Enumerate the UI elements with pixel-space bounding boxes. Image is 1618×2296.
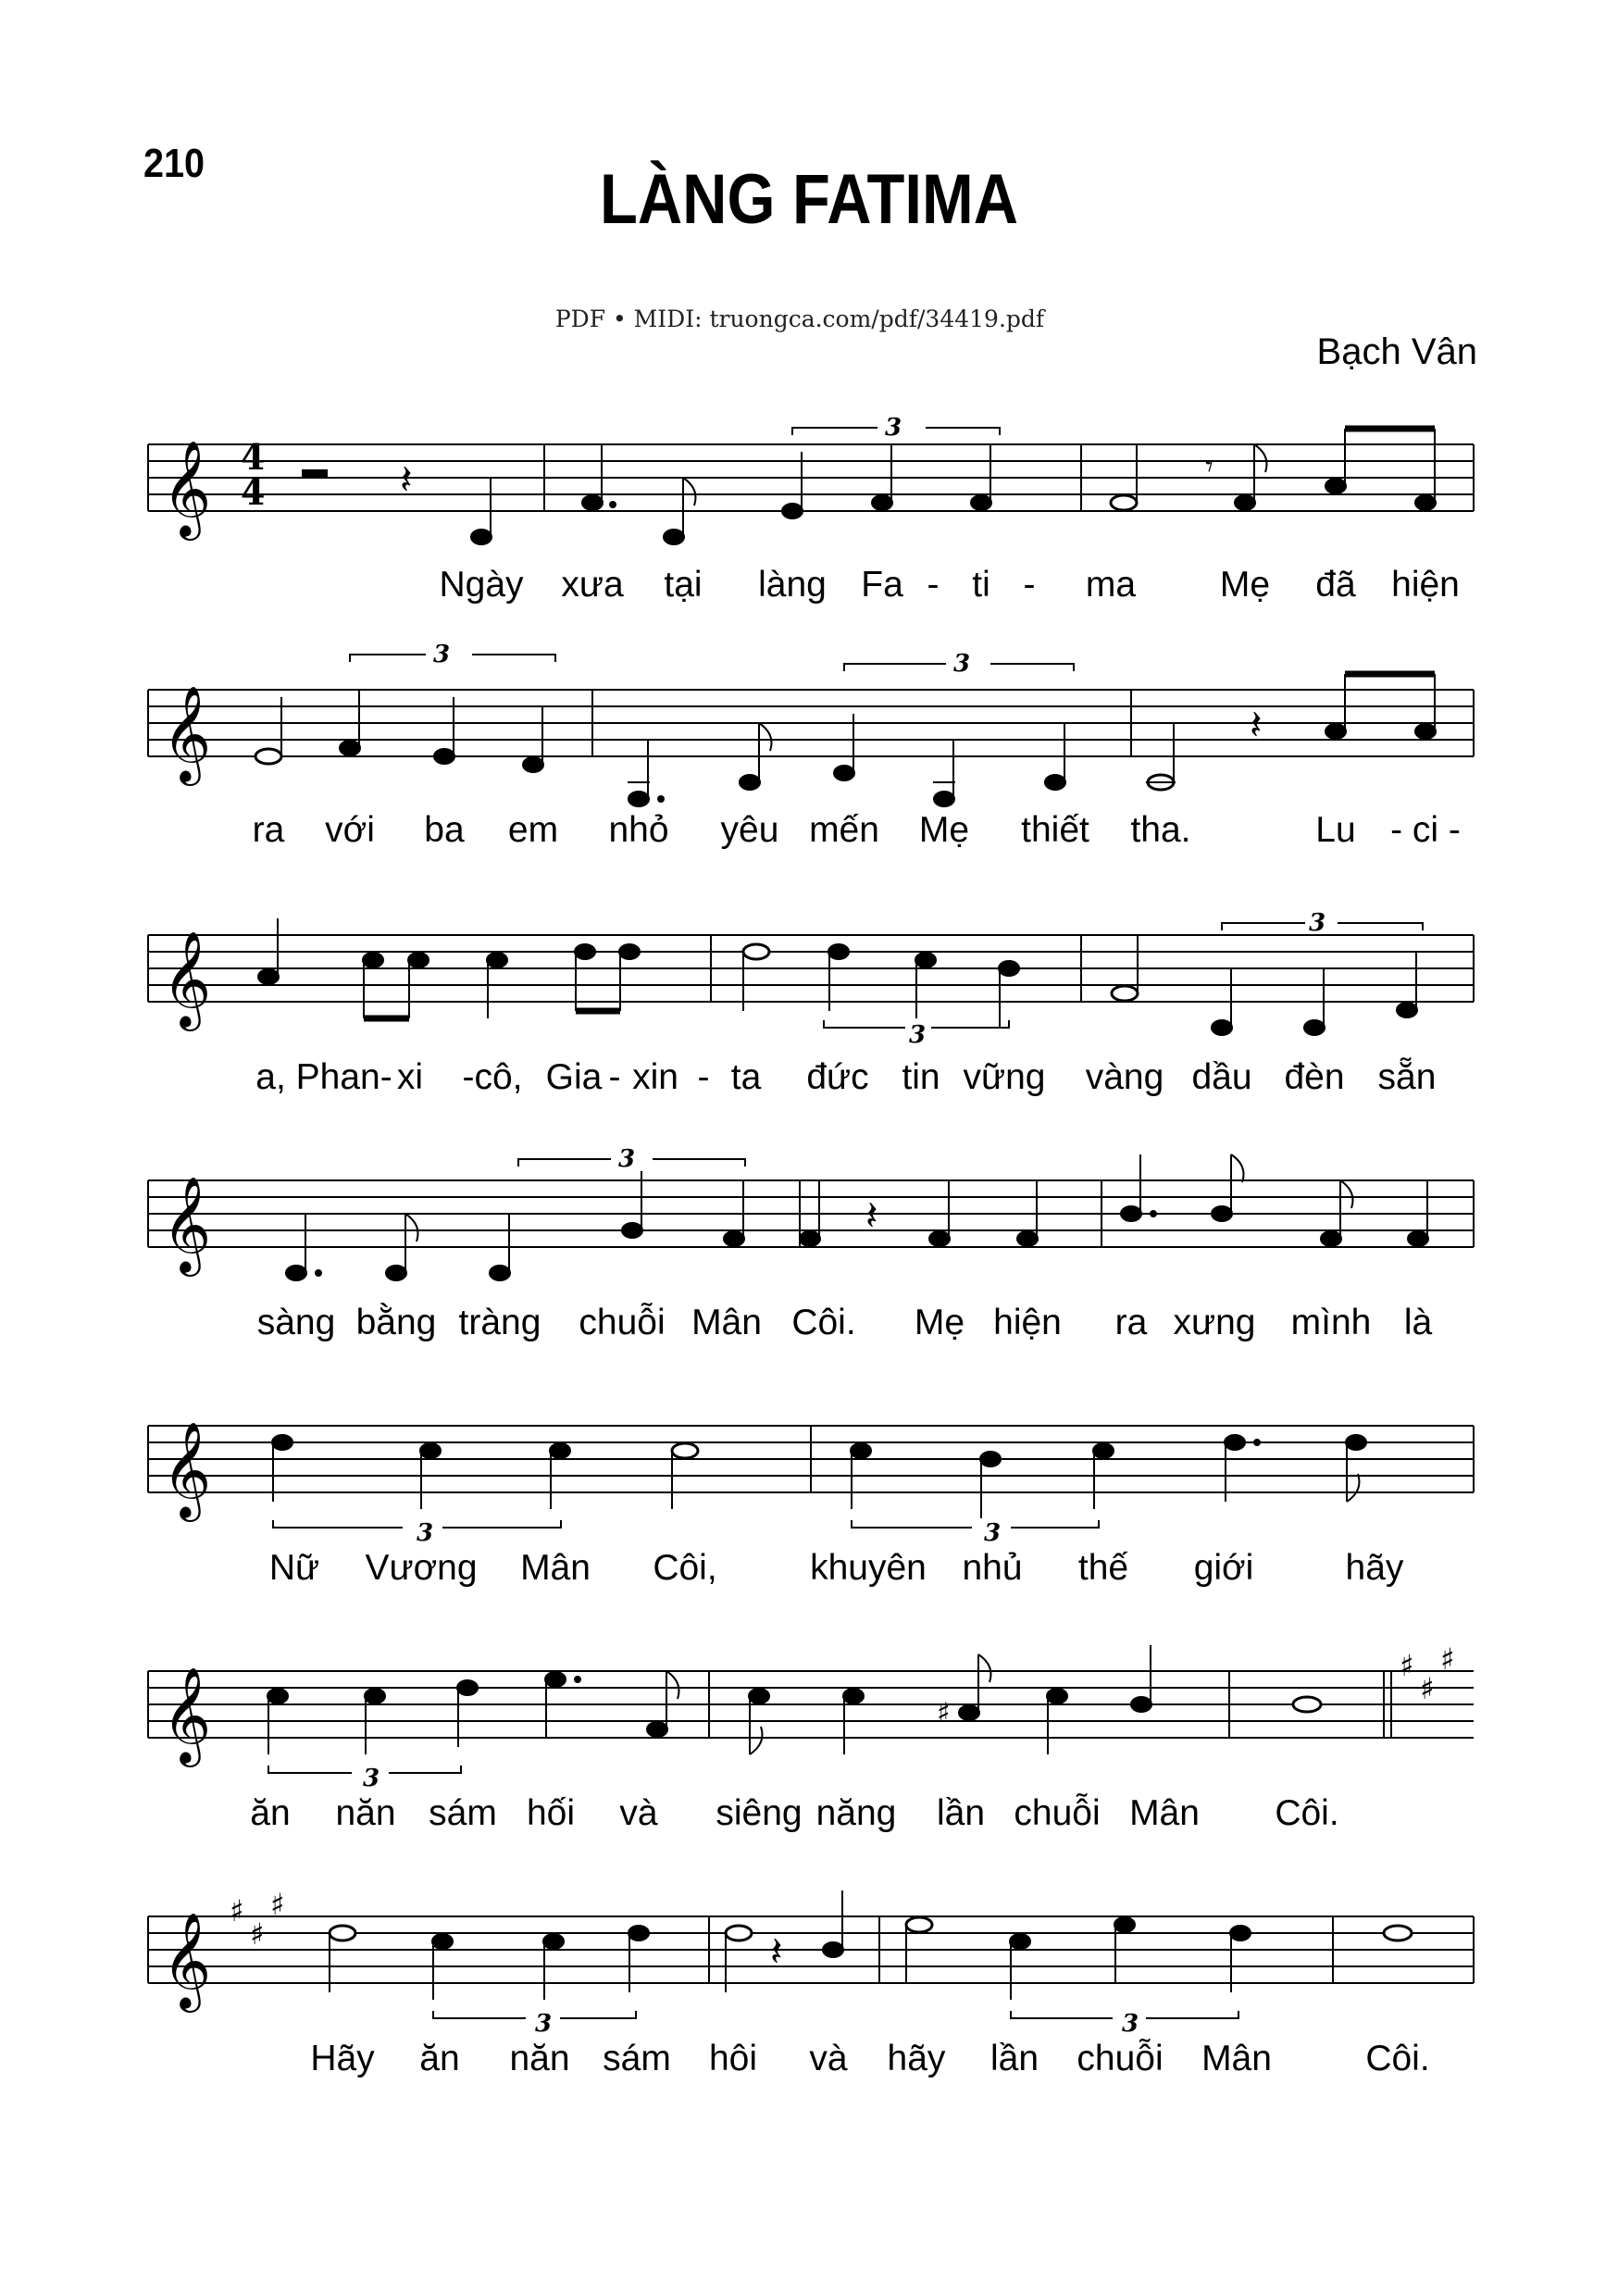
source-link[interactable]: PDF • MIDI: truongca.com/pdf/34419.pdf (554, 306, 1045, 332)
lyric: em (507, 810, 559, 850)
lyric: năn (509, 2039, 570, 2078)
lyric: ăn (250, 1793, 291, 1833)
lyric: Mân (691, 1303, 762, 1342)
quarter-rest-icon: 𝄽 (770, 1928, 783, 1976)
tuplet-number: 3 (433, 641, 451, 668)
lyric: đã (1315, 565, 1356, 605)
lyric: a, Phan- (255, 1057, 392, 1097)
lyric: lần (989, 2039, 1039, 2078)
lyric: thiết (1021, 810, 1089, 850)
tuplet-number: 3 (984, 1519, 1002, 1547)
key-signature-sharp-icon: ♯ (270, 1887, 285, 1922)
key-signature-sharp-icon: ♯ (1420, 1671, 1435, 1706)
lyric: sám (603, 2039, 671, 2078)
lyric: yêu (720, 810, 779, 850)
quarter-rest-icon: 𝄽 (1250, 702, 1263, 749)
time-signature-bottom: 4 (241, 471, 266, 513)
lyric: chuỗi (579, 1303, 666, 1342)
lyric: Lu (1315, 810, 1356, 850)
lyric: với (325, 810, 375, 850)
treble-clef-icon: 𝄞 (162, 930, 212, 1028)
lyric: làng (758, 565, 827, 605)
lyric: ra (252, 810, 285, 850)
lyric: Mân (520, 1548, 591, 1588)
lyric: Mân (1129, 1793, 1200, 1833)
song-title: LÀNG FATIMA (599, 160, 1018, 239)
tuplet-number: 3 (535, 2010, 553, 2038)
lyric: và (619, 1793, 658, 1833)
lyric: nhỏ (608, 810, 669, 850)
tuplet-number: 3 (909, 1021, 927, 1049)
lyric: chuỗi (1014, 1793, 1101, 1833)
lyric: - (927, 565, 940, 605)
lyric: - (697, 1057, 710, 1097)
lyric: vàng (1085, 1057, 1164, 1097)
lyric: ra (1114, 1303, 1148, 1342)
lyric: năn (335, 1793, 396, 1833)
lyric: lần (936, 1793, 986, 1833)
lyric: đèn (1284, 1057, 1345, 1097)
composer-name: Bạch Vân (1316, 331, 1477, 372)
lyric: Côi. (1365, 2039, 1430, 2078)
lyric: Côi, (653, 1548, 717, 1588)
lyric: tràng (458, 1303, 541, 1342)
staff-system-7 (0, 1472, 1618, 2078)
lyric: - ci - (1390, 810, 1461, 850)
lyric: xin (632, 1057, 678, 1097)
tuplet-number: 3 (618, 1145, 636, 1173)
lyric: tại (664, 565, 703, 605)
lyric: đức (806, 1057, 869, 1097)
lyric: Gia (545, 1057, 603, 1097)
lyric: khuyên (810, 1548, 927, 1588)
key-signature-sharp-icon: ♯ (1400, 1648, 1414, 1683)
lyric: Côi. (1275, 1793, 1339, 1833)
lyric: bằng (355, 1303, 437, 1342)
lyric: hiện (993, 1303, 1062, 1342)
staff-system-7-notation (0, 1472, 1618, 2038)
lyric: xưng (1173, 1303, 1256, 1342)
lyric: thế (1077, 1548, 1129, 1588)
lyric: Mẹ (1219, 565, 1271, 605)
lyric: và (809, 2039, 848, 2078)
lyric: là (1403, 1303, 1433, 1342)
lyric: hãy (1345, 1548, 1404, 1588)
treble-clef-icon: 𝄞 (162, 1421, 212, 1518)
lyric: Mẹ (914, 1303, 965, 1342)
key-signature-sharp-icon: ♯ (230, 1893, 244, 1928)
quarter-rest-icon: 𝄽 (400, 456, 413, 504)
lyric: ăn (419, 2039, 460, 2078)
lyric: Fa (861, 565, 903, 605)
treble-clef-icon: 𝄞 (162, 1666, 212, 1764)
lyric: sàng (256, 1303, 336, 1342)
lyric: Vương (365, 1548, 478, 1588)
lyric: xi (396, 1057, 424, 1097)
tuplet-number: 3 (885, 414, 902, 442)
key-signature-sharp-icon: ♯ (250, 1916, 265, 1952)
page-number: 210 (143, 141, 205, 186)
lyric: Hãy (310, 2039, 375, 2078)
lyric: hối (526, 1793, 576, 1833)
sharp-accidental-icon: ♯ (937, 1697, 951, 1729)
lyric: hôi (708, 2039, 758, 2078)
lyric: sám (429, 1793, 497, 1833)
treble-clef-icon: 𝄞 (162, 685, 212, 782)
lyric: ba (424, 810, 465, 850)
lyric: năng (815, 1793, 897, 1833)
lyric: -cô, (462, 1057, 523, 1097)
lyric: nhủ (962, 1548, 1023, 1588)
lyric: - (1023, 565, 1036, 605)
lyric: Ngày (439, 565, 524, 605)
lyric: vững (963, 1057, 1046, 1097)
lyric: xưa (561, 565, 624, 605)
quarter-rest-icon: 𝄽 (865, 1192, 878, 1240)
tuplet-number: 3 (1309, 909, 1326, 937)
eighth-rest-icon: 𝄾 (1205, 448, 1214, 485)
time-signature-top: 4 (241, 436, 266, 478)
lyric: hãy (887, 2039, 946, 2078)
lyric: mến (809, 810, 879, 850)
key-signature-sharp-icon: ♯ (1440, 1641, 1455, 1677)
lyric: siêng (716, 1793, 803, 1833)
treble-clef-icon: 𝄞 (162, 440, 212, 537)
tuplet-number: 3 (363, 1765, 380, 1792)
tuplet-number: 3 (1122, 2010, 1139, 2038)
lyric: tin (902, 1057, 940, 1097)
lyric: mình (1290, 1303, 1372, 1342)
lyric: Mẹ (918, 810, 970, 850)
lyric: tha. (1130, 810, 1191, 850)
treble-clef-icon: 𝄞 (162, 1176, 212, 1273)
lyric: Mân (1201, 2039, 1272, 2078)
lyric: sẵn (1377, 1057, 1437, 1097)
tuplet-number: 3 (953, 650, 971, 678)
lyric: ti (972, 565, 990, 605)
lyric: Nữ (268, 1548, 320, 1588)
lyric: ma (1085, 565, 1137, 605)
tuplet-number: 3 (417, 1519, 434, 1547)
lyric: giới (1193, 1548, 1254, 1588)
lyric: chuỗi (1077, 2039, 1164, 2078)
lyric: dầu (1191, 1057, 1252, 1097)
lyric: Côi. (791, 1303, 856, 1342)
lyric: ta (730, 1057, 762, 1097)
lyric: - (608, 1057, 621, 1097)
lyric: hiện (1391, 565, 1460, 605)
treble-clef-icon: 𝄞 (162, 1912, 212, 2009)
